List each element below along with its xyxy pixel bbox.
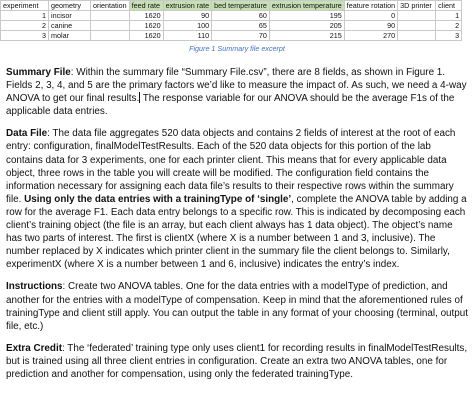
figure-caption: Figure 1 Summary file excerpt bbox=[189, 44, 285, 53]
document-body bbox=[6, 66, 470, 390]
data-bold-rule: Using only the data entries with a trainingType of ‘single’ bbox=[24, 193, 292, 205]
table-cell: 0 bbox=[344, 11, 397, 21]
table-header-row bbox=[1, 1, 462, 11]
column-header: feature rotation bbox=[344, 1, 397, 11]
table-cell bbox=[398, 21, 436, 31]
table-cell: 1 bbox=[1, 11, 49, 21]
extra-credit-paragraph bbox=[6, 342, 470, 381]
summary-text-a: : Within the summary file “Summary File.csv”, there are 8 fields, as shown in Figure 1. Fields 2, 3, 4, and 5 are the primary factors we’d like to measure the impact of. As such, we need a 4-way ANOVA to get our final results. bbox=[6, 67, 467, 105]
table-cell: 205 bbox=[269, 21, 344, 31]
table-cell: 65 bbox=[212, 21, 270, 31]
table-cell: 1 bbox=[436, 11, 462, 21]
table-cell: 195 bbox=[269, 11, 344, 21]
column-header: client bbox=[436, 1, 462, 11]
data-paragraph bbox=[6, 127, 470, 271]
table-cell: 90 bbox=[163, 11, 212, 21]
table-cell: 1620 bbox=[129, 11, 163, 21]
summary-heading: Summary File bbox=[6, 67, 71, 78]
summary-text-b: The response variable for our ANOVA should be the average F1s of the applicable data entries. bbox=[6, 93, 455, 118]
column-header: feed rate bbox=[129, 1, 163, 11]
table-cell: 270 bbox=[344, 31, 397, 41]
table-cell: incisor bbox=[49, 11, 91, 21]
extra-credit-text: : The ‘federated’ training type only uses client1 for recording results in finalModelTestResults, but is trained using all three client entries in configuration. Create an extra two ANOVA tables, one for prediction and another for compensation, using only the federated trainingType. bbox=[6, 342, 468, 380]
table-cell: 90 bbox=[344, 21, 397, 31]
table-cell bbox=[398, 11, 436, 21]
table-cell bbox=[398, 31, 436, 41]
summary-table bbox=[0, 0, 462, 41]
table-cell: 70 bbox=[212, 31, 270, 41]
table-row bbox=[1, 11, 462, 21]
column-header: experiment bbox=[1, 1, 49, 11]
column-header: 3D printer bbox=[398, 1, 436, 11]
data-text-a: : The data file aggregates 520 data objects and contains 2 fields of interest at the root of each entry: configuration, finalModelTestResults. Each of the 520 data objects for this portion of the lab contains data for 3 experiments, one for each printer client. This means that for every applicable data object, three rows in the table you will create will be modified. The configuration field contains the information necessary for assigning each data file’s results to their respective rows within the summary file. bbox=[6, 128, 456, 205]
table-cell: 1620 bbox=[129, 21, 163, 31]
summary-file-excerpt bbox=[0, 0, 474, 41]
extra-credit-heading: Extra Credit bbox=[6, 342, 62, 354]
table-cell bbox=[91, 31, 130, 41]
table-cell: 215 bbox=[269, 31, 344, 41]
table-cell bbox=[91, 21, 130, 31]
table-row bbox=[1, 21, 462, 31]
instructions-heading: Instructions bbox=[6, 281, 63, 293]
table-cell: canine bbox=[49, 21, 91, 31]
instructions-text: : Create two ANOVA tables. One for the data entries with a modelType of prediction, and another for the entries with a modelType of compensation. Keep in mind that the aforementioned rules of trainingType and client still apply. You can output the table in any format of your choosing (terminal, output file, etc.) bbox=[6, 281, 469, 332]
column-header: extrusion rate bbox=[163, 1, 212, 11]
table-cell: 2 bbox=[436, 21, 462, 31]
table-cell: molar bbox=[49, 31, 91, 41]
table-cell: 3 bbox=[436, 31, 462, 41]
table-cell: 2 bbox=[1, 21, 49, 31]
column-header: extrusion temperature bbox=[269, 1, 344, 11]
column-header: orientation bbox=[91, 1, 130, 11]
table-cell: 100 bbox=[163, 21, 212, 31]
summary-paragraph bbox=[6, 66, 470, 118]
column-header: geometry bbox=[49, 1, 91, 11]
table-cell bbox=[91, 11, 130, 21]
instructions-paragraph bbox=[6, 280, 470, 332]
table-cell: 1620 bbox=[129, 31, 163, 41]
column-header: bed temperature bbox=[212, 1, 270, 11]
table-cell: 3 bbox=[1, 31, 49, 41]
data-heading: Data File bbox=[6, 128, 48, 140]
table-cell: 110 bbox=[163, 31, 212, 41]
data-text-b: , complete the ANOVA table by adding a row for the average F1. Each data entry belongs to a specific row. This is indicated by decomposing each client’s training object (the file is an array, but each client always has 1 data object). The object’s name has two parts of interest. The first is clientX (where X is a number between 1 and 3, inclusive). The number replaced by X indicates which printer client in the summary file the client belongs to. Similarly, experimentX (where X is a number between 1 and 6, inclusive) indicates the entry’s index. bbox=[6, 193, 467, 271]
table-row bbox=[1, 31, 462, 41]
table-cell: 60 bbox=[212, 11, 270, 21]
